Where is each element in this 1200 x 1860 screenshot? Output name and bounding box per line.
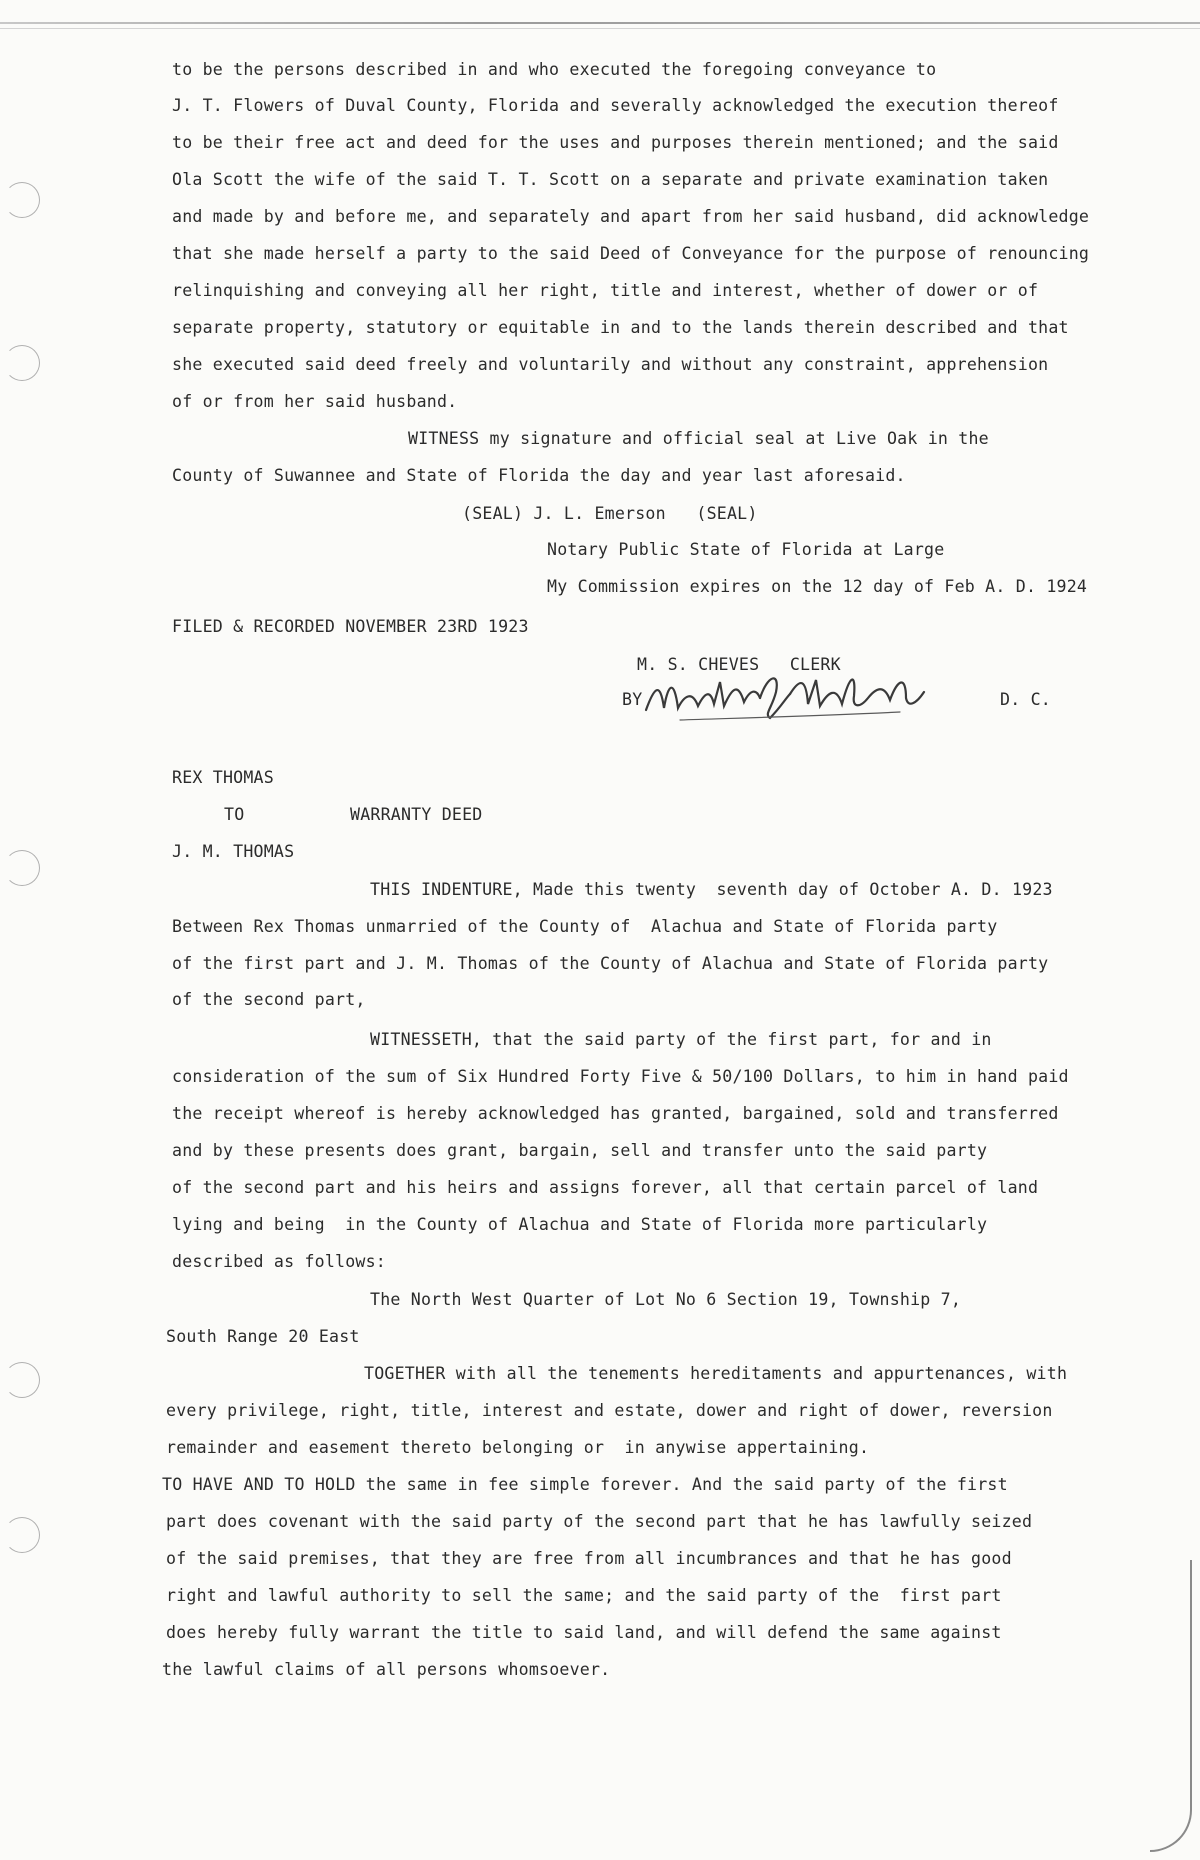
page-edge-curl — [1150, 1560, 1192, 1852]
punch-hole-mark — [4, 1517, 40, 1553]
text-line: lying and being in the County of Alachua and State of Florida more particularly — [172, 1215, 988, 1234]
deputy-clerk-label: D. C. — [1000, 690, 1051, 709]
to-label: TO — [224, 805, 245, 824]
text-line: the lawful claims of all persons whomsoever. — [162, 1660, 611, 1679]
text-line: Ola Scott the wife of the said T. T. Scott on a separate and private examination taken — [172, 170, 1049, 189]
text-line: and made by and before me, and separately and apart from her said husband, did acknowledge — [172, 207, 1090, 226]
top-rule-secondary — [0, 28, 1200, 29]
text-line: that she made herself a party to the said Deed of Conveyance for the purpose of renouncing — [172, 244, 1090, 263]
text-line: right and lawful authority to sell the same; and the said party of the first part — [166, 1586, 1002, 1605]
property-description: South Range 20 East — [166, 1327, 360, 1346]
text-line: Between Rex Thomas unmarried of the County of Alachua and State of Florida party — [172, 917, 998, 936]
deed-type-title: WARRANTY DEED — [350, 805, 483, 824]
clerk-name: M. S. CHEVES CLERK — [637, 655, 841, 674]
text-line: remainder and easement thereto belonging or in anywise appertaining. — [166, 1438, 870, 1457]
notary-signature-line: (SEAL) J. L. Emerson (SEAL) — [462, 504, 758, 523]
text-line: does hereby fully warrant the title to said land, and will defend the same against — [166, 1623, 1002, 1642]
text-line: described as follows: — [172, 1252, 386, 1271]
text-line: of the said premises, that they are free from all incumbrances and that he has good — [166, 1549, 1012, 1568]
text-line: to be their free act and deed for the uses and purposes therein mentioned; and the said — [172, 133, 1059, 152]
notary-title: Notary Public State of Florida at Large — [547, 540, 945, 559]
text-line: TO HAVE AND TO HOLD the same in fee simple forever. And the said party of the first — [162, 1475, 1008, 1494]
punch-hole-mark — [4, 1362, 40, 1398]
text-line: consideration of the sum of Six Hundred Forty Five & 50/100 Dollars, to him in hand paid — [172, 1067, 1069, 1086]
top-rule — [0, 22, 1200, 24]
text-line: the receipt whereof is hereby acknowledged has granted, bargained, sold and transferred — [172, 1104, 1059, 1123]
text-line: and by these presents does grant, bargain, sell and transfer unto the said party — [172, 1141, 988, 1160]
text-line: of the first part and J. M. Thomas of the County of Alachua and State of Florida party — [172, 954, 1049, 973]
text-line: WITNESSETH, that the said party of the first part, for and in — [370, 1030, 992, 1049]
text-line: J. T. Flowers of Duval County, Florida and severally acknowledged the execution thereof — [172, 96, 1059, 115]
text-line: County of Suwannee and State of Florida the day and year last aforesaid. — [172, 466, 906, 485]
commission-expiry: My Commission expires on the 12 day of Feb A. D. 1924 — [547, 577, 1088, 596]
grantor-name: REX THOMAS — [172, 768, 274, 787]
text-line: THIS INDENTURE, Made this twenty seventh day of October A. D. 1923 — [370, 880, 1053, 899]
grantee-name: J. M. THOMAS — [172, 842, 295, 861]
property-description: The North West Quarter of Lot No 6 Section 19, Township 7, — [370, 1290, 962, 1309]
text-line: of or from her said husband. — [172, 392, 458, 411]
text-line: every privilege, right, title, interest and estate, dower and right of dower, reversion — [166, 1401, 1053, 1420]
text-line: she executed said deed freely and voluntarily and without any constraint, apprehension — [172, 355, 1049, 374]
punch-hole-mark — [4, 182, 40, 218]
text-line: TOGETHER with all the tenements hereditaments and appurtenances, with — [364, 1364, 1068, 1383]
text-line: of the second part, — [172, 990, 366, 1009]
punch-hole-mark — [4, 850, 40, 886]
text-line: of the second part and his heirs and assigns forever, all that certain parcel of land — [172, 1178, 1039, 1197]
text-line: WITNESS my signature and official seal at Live Oak in the — [408, 429, 989, 448]
filed-recorded-stamp: FILED & RECORDED NOVEMBER 23RD 1923 — [172, 617, 529, 636]
text-line: relinquishing and conveying all her right, title and interest, whether of dower or of — [172, 281, 1039, 300]
text-line: to be the persons described in and who executed the foregoing conveyance to — [172, 60, 937, 79]
handwritten-signature — [640, 668, 940, 726]
punch-hole-mark — [4, 345, 40, 381]
text-line: separate property, statutory or equitable in and to the lands therein described and that — [172, 318, 1069, 337]
text-line: part does covenant with the said party of the second part that he has lawfully seized — [166, 1512, 1033, 1531]
by-label: BY — [622, 690, 643, 709]
